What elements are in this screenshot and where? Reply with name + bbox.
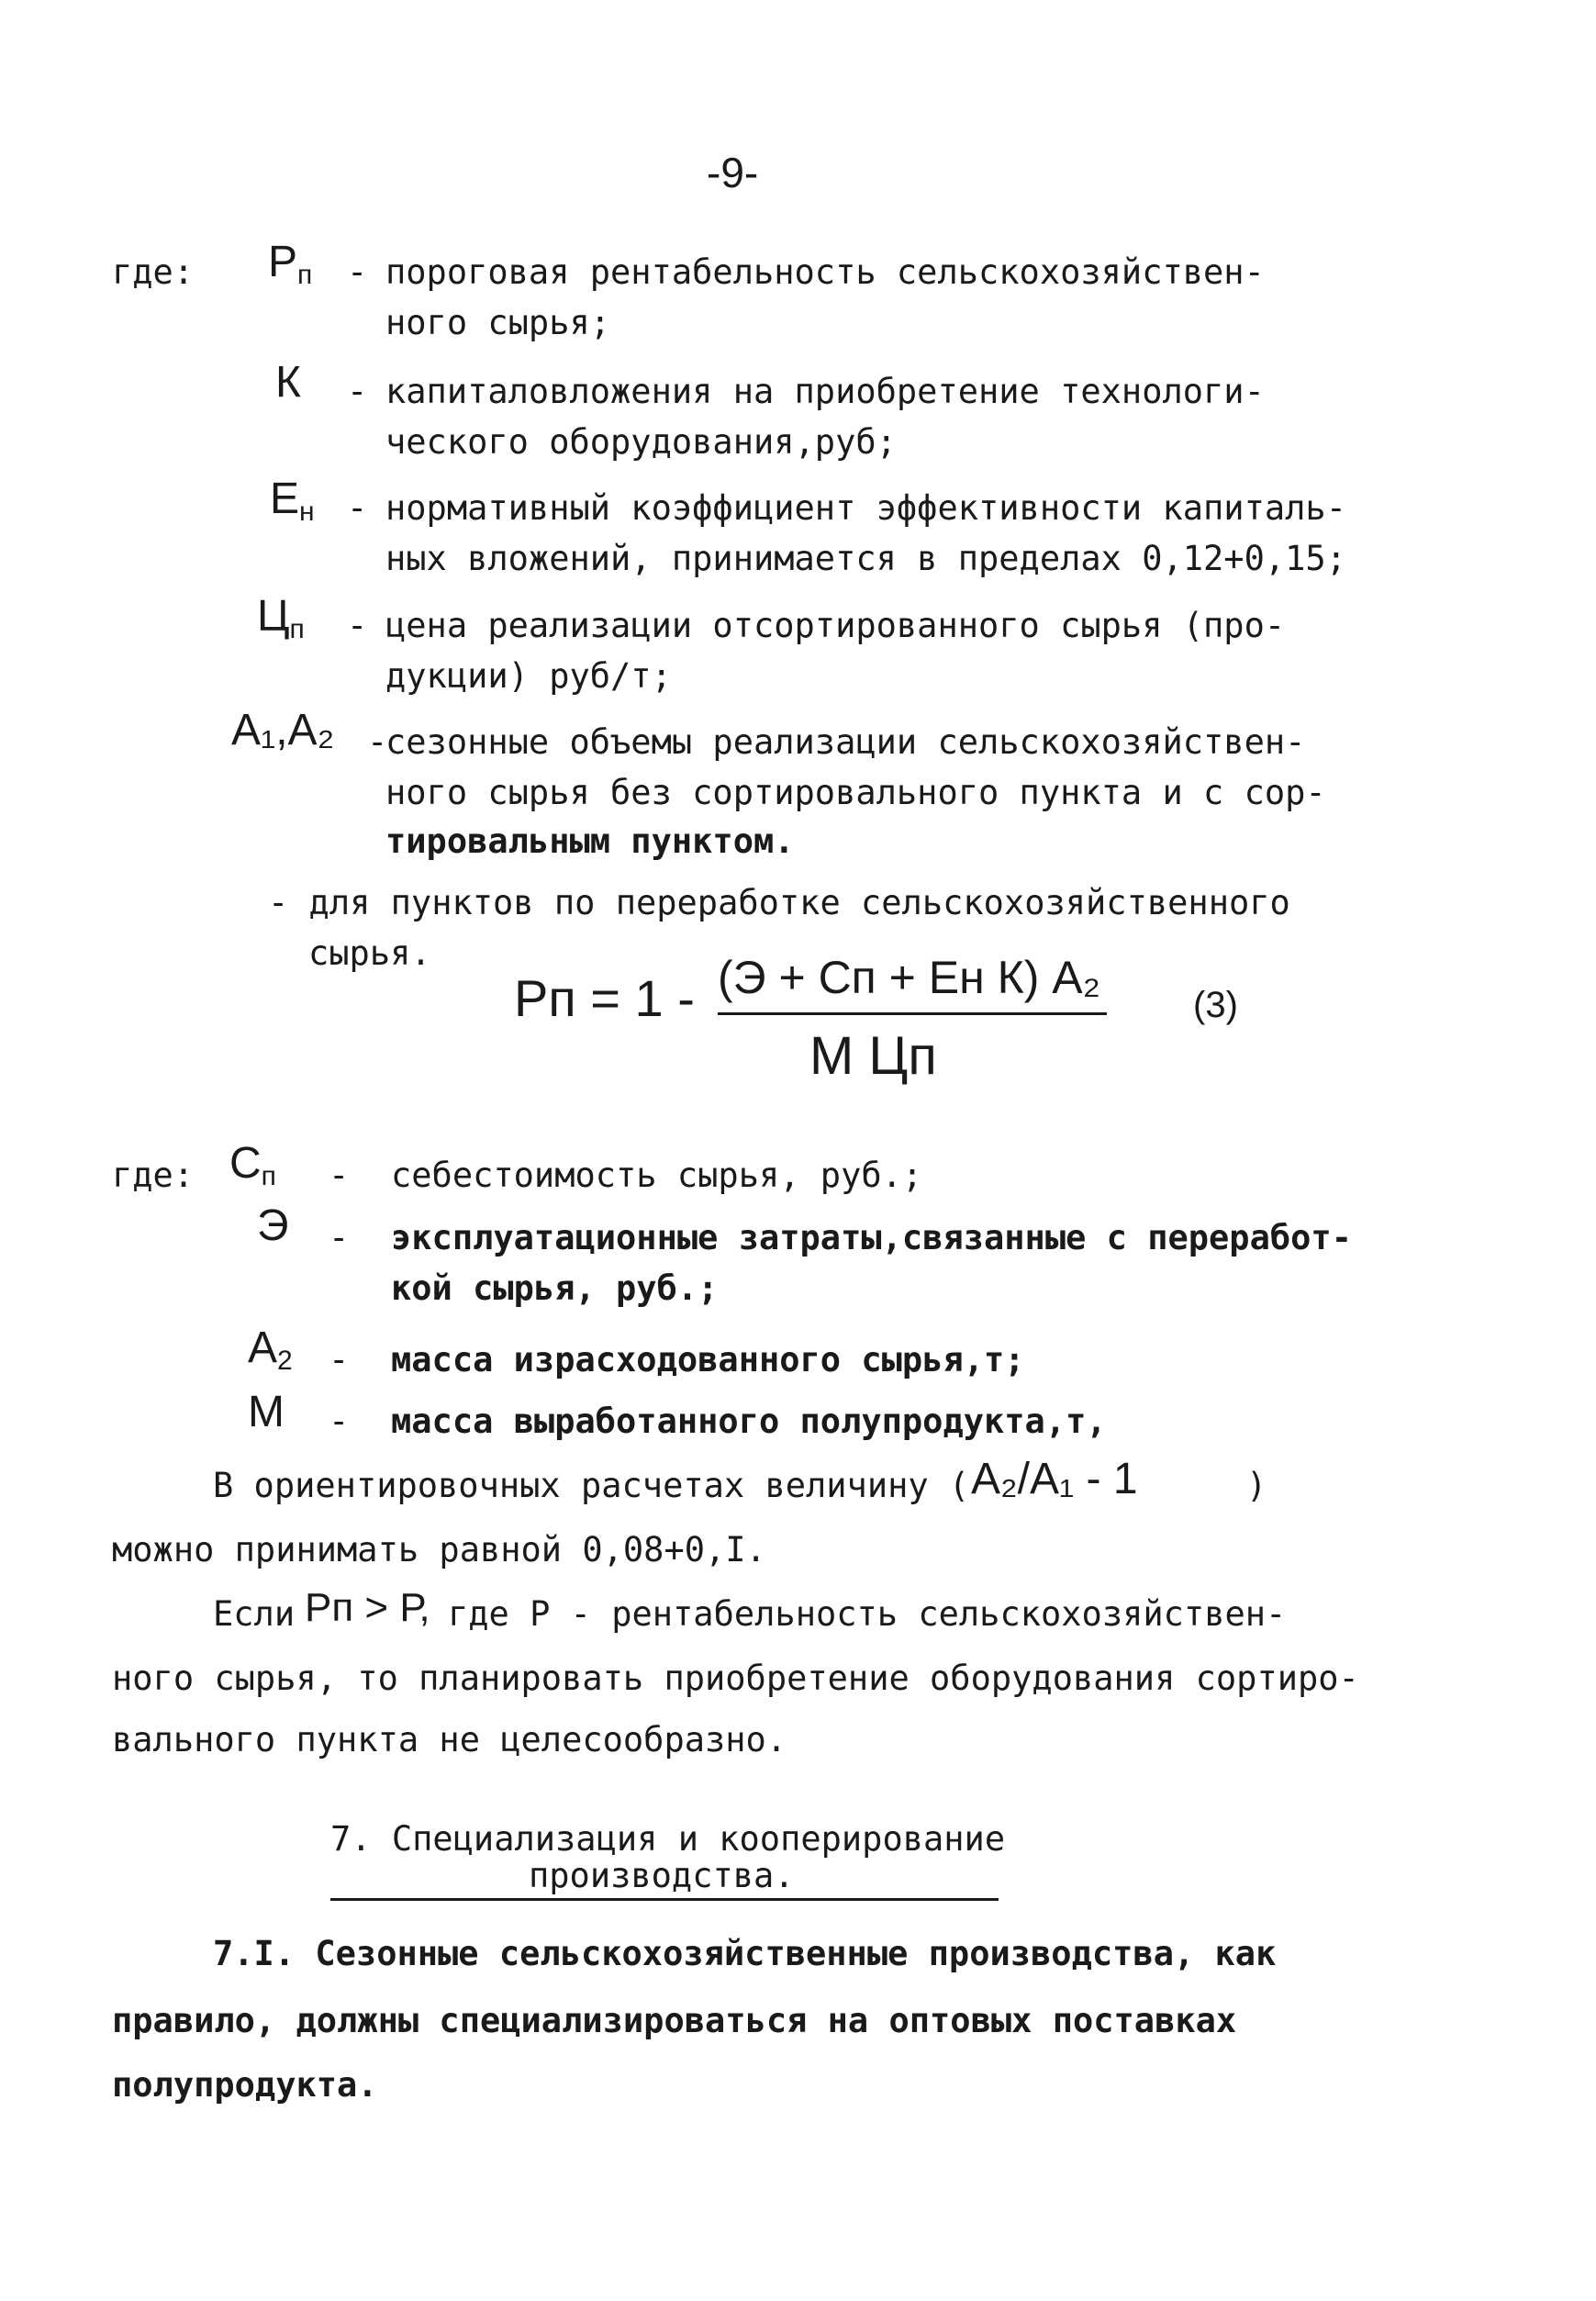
- sep: -: [329, 1218, 350, 1257]
- para2-line3: вального пункта не целесообразно.: [112, 1720, 787, 1759]
- where-label-1: где:: [112, 252, 195, 292]
- formula-lhs: Рп = 1 -: [514, 969, 695, 1027]
- def-e-line2: кой сырья, руб.;: [391, 1268, 719, 1308]
- def-a-line1: сезонные объемы реализации сельскохозяйствен-: [385, 722, 1306, 762]
- formula-denominator: М Цп: [809, 1026, 937, 1086]
- para3-line3: полупродукта.: [112, 2065, 378, 2105]
- def-tsn-line1: цена реализации отсортированного сырья (про-: [385, 606, 1286, 645]
- para2-expr: Рп > Р,: [305, 1585, 430, 1630]
- fraction-bar: [718, 1012, 1107, 1015]
- symbol-a1-a2: А₁,А₂: [231, 706, 335, 754]
- sep: -: [347, 488, 368, 528]
- page-number: -9-: [707, 149, 759, 196]
- def-pn-line2: ного сырья;: [385, 303, 611, 342]
- where-label-2: где:: [112, 1156, 195, 1195]
- def-m: масса выработанного полупродукта,т,: [391, 1402, 1107, 1441]
- symbol-m: М: [248, 1388, 285, 1436]
- def-a-line2: ного сырья без сортировального пункта и с сор-: [385, 773, 1326, 812]
- def-cn: себестоимость сырья, руб.;: [391, 1156, 923, 1195]
- symbol-a2: $А_2$: [248, 1324, 293, 1376]
- symbol-cn: $С_п$: [229, 1139, 276, 1191]
- def-tsn-line2: дукции) руб/т;: [385, 656, 672, 696]
- section-underline: [330, 1898, 999, 1901]
- def-pn-line1: пороговая рентабельность сельскохозяйствен-: [385, 252, 1265, 292]
- para2-line1-end: где Р - рентабельность сельскохозяйствен-: [448, 1594, 1287, 1634]
- symbol-en: $Е_н$: [270, 475, 315, 527]
- sep: -: [329, 1402, 350, 1441]
- dash-item-line2: сырья.: [308, 933, 431, 973]
- sep: -: [329, 1340, 350, 1379]
- para3-line2: правило, должны специализироваться на оптовых поставках: [112, 2001, 1237, 2040]
- section-title-line1: 7. Специализация и кооперирование: [330, 1819, 1006, 1859]
- sep: -: [329, 1156, 350, 1195]
- symbol-tsn: $Ц_п$: [257, 592, 305, 644]
- sep: -: [347, 606, 368, 645]
- def-en-line1: нормативный коэффициент эффективности капиталь-: [385, 488, 1346, 528]
- formula-number: (3): [1193, 985, 1238, 1025]
- def-k-line2: ческого оборудования,руб;: [385, 422, 897, 462]
- para2-line1-start: Если: [213, 1594, 296, 1634]
- def-en-line2: ных вложений, принимается в пределах 0,12+0,15;: [385, 539, 1346, 578]
- symbol-pn: $Р_п$: [268, 238, 313, 290]
- para3-line1: 7.I. Сезонные сельскохозяйственные производства, как: [213, 1934, 1277, 1973]
- def-e-line1: эксплуатационные затраты,связанные с переработ-: [391, 1218, 1352, 1257]
- sep: -: [367, 722, 388, 762]
- sep: -: [347, 372, 368, 411]
- para1-line1-end: ): [1246, 1466, 1267, 1505]
- def-k-line1: капиталовложения на приобретение технологи-: [385, 372, 1265, 411]
- para1-line1-start: В ориентировочных расчетах величину (: [213, 1466, 970, 1505]
- formula-numerator: (Э + Сп + Ен К) А₂: [718, 952, 1101, 1003]
- def-a-line3: тировальным пунктом.: [385, 821, 795, 861]
- section-title-line2: производства.: [529, 1856, 795, 1895]
- symbol-k: К: [275, 358, 301, 407]
- dash-item-line1: - для пунктов по переработке сельскохозяйственного: [268, 883, 1290, 922]
- sep: -: [347, 252, 368, 292]
- def-a2: масса израсходованного сырья,т;: [391, 1340, 1025, 1379]
- para1-line2: можно принимать равной 0,08+0,I.: [112, 1530, 766, 1569]
- para2-line2: ного сырья, то планировать приобретение оборудования сортиро-: [112, 1659, 1359, 1698]
- symbol-e: Э: [257, 1201, 289, 1250]
- para1-expr: А₂/А₁ - 1: [971, 1455, 1138, 1503]
